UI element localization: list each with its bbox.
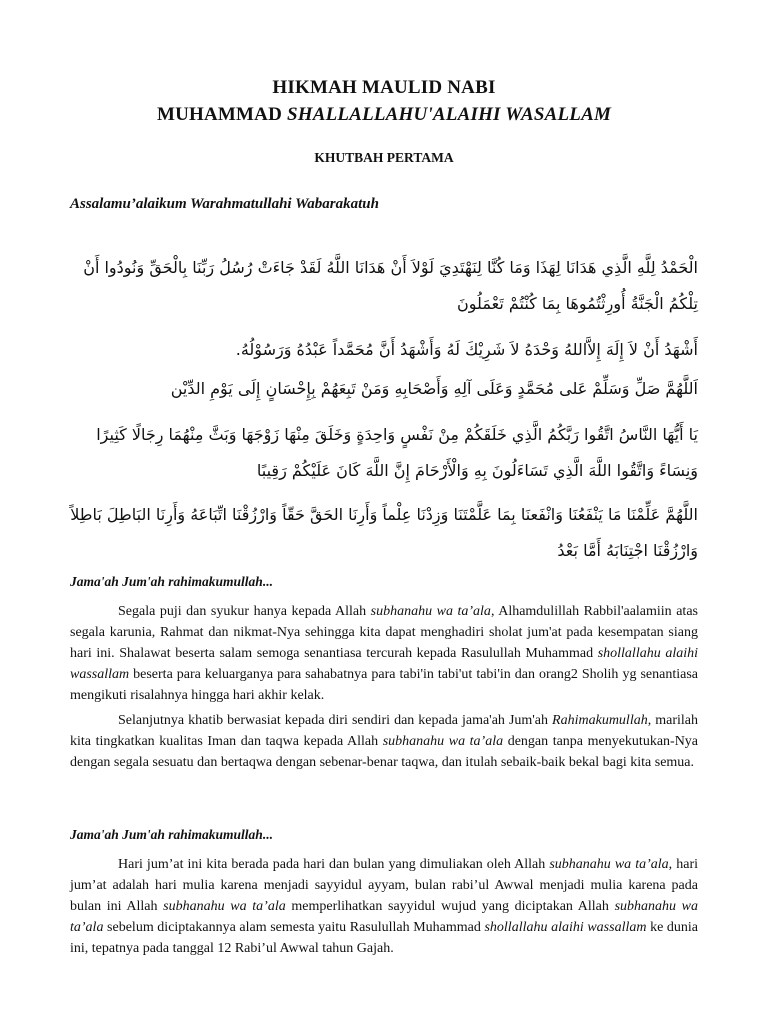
paragraph-2-text: Selanjutnya khatib berwasiat kepada diri sendiri dan kepada jama'ah Jum'ah <box>118 713 553 728</box>
arabic-verse-2: أَشْهَدُ أَنْ لاَ إِلَهَ إِلاَّاللهُ وَحْدَهُ لاَ شَرِيْكَ لَهُ وَأَشْهَدُ أَنَّ مُحَمَّداً عَبْدُهُ وَرَسُوْلُهُ. <box>235 340 698 359</box>
paragraph-1 <box>70 601 698 706</box>
paragraph-3-italic: shollallahu alaihi wassallam <box>484 920 647 935</box>
title-plain-part: MUHAMMAD <box>156 104 287 125</box>
paragraph-3-italic: subhanahu wa ta’ala <box>70 899 699 935</box>
paragraph-3-text: sebelum diciptakannya alam semesta yaitu Rasulullah Muhammad <box>103 920 485 935</box>
paragraph-3-text: Hari jum’at ini kita berada pada hari dan bulan yang dimuliakan oleh Allah <box>118 857 550 872</box>
document-title-line-1: HIKMAH MAULID NABI <box>272 77 496 98</box>
paragraph-1-italic: shollallahu alaihi wassallam <box>70 646 698 682</box>
paragraph-3-text: , hari jum’at adalah hari mulia karena menjadi sayyidul ayyam, bulan rabi’ul Awwal menjadi mulia karena pada bulan ini Allah <box>70 857 698 914</box>
arabic-verse-1: الْحَمْدُ لِلَّهِ الَّذِي هَدَانَا لِهَذَا وَمَا كُنَّا لِنَهْتَدِيَ لَوْلاَ أَنْ هَدَانَا اللَّهُ لَقَدْ جَاءَتْ رُسُلُ رَبِّنَا بِالْحَقِّ وَنُودُوا أَنْ تِلْكُمُ الْجَنَّةُ أُورِثْتُمُوهَا بِمَا كُنْتُمْ تَعْمَلُونَ <box>83 258 698 313</box>
paragraph-2-italic: Rahimakumullah <box>552 713 648 728</box>
arabic-verse-5: اللَّهُمَّ عَلِّمْنَا مَا يَنْفَعُنَا وَانْفَعنَا بِمَا عَلَّمْتَنَا وَزِدْنَا عِلْماً وَأَرِنَا الحَقَّ حَقّاً وَارْزُقْنَا اتِّبَاعَهُ وَأَرِنَا البَاطِلَ بَاطِلاً وَارْزُقْنَا اجْتِنَابَهُ أَمَّا بَعْدُ <box>70 505 698 560</box>
paragraph-3-italic: subhanahu wa ta’ala <box>163 899 286 914</box>
paragraph-2-text: , marilah kita tingkatkan kualitas Iman dan taqwa kepada Allah <box>70 713 698 749</box>
section-heading-khutbah: KHUTBAH PERTAMA <box>314 150 454 165</box>
paragraph-1-text: Segala puji dan syukur hanya kepada Allah <box>118 604 371 619</box>
arabic-verse-4: يَا أَيُّهَا النَّاسُ اتَّقُوا رَبَّكُمُ الَّذِي خَلَقَكُمْ مِنْ نَفْسٍ وَاحِدَةٍ وَخَلَقَ مِنْهَا زَوْجَهَا وَبَثَّ مِنْهُمَا رِجَالًا كَثِيرًا وَنِسَاءً وَاتَّقُوا اللَّهَ الَّذِي تَسَاءَلُونَ بِهِ وَالْأَرْحَامَ إِنَّ اللَّهَ كَانَ عَلَيْكُمْ رَقِيبًا <box>96 425 698 480</box>
paragraph-2 <box>70 710 698 773</box>
paragraph-3-text: memperlihatkan sayyidul wujud yang diciptakan Allah <box>285 899 615 914</box>
paragraph-2-italic: subhanahu wa ta’ala <box>382 734 504 749</box>
paragraph-2-text: dengan tanpa menyekutukan-Nya dengan segala sesuatu dan bertaqwa dengan sebenar-benar taqwa, dan itulah sebaik-baik bekal bagi kita semua. <box>70 734 699 770</box>
title-italic-part: SHALLALLAHU'ALAIHI WASALLAM <box>286 104 612 125</box>
greeting: Assalamu’alaikum Warahmatullahi Wabarakatuh <box>70 196 379 212</box>
paragraph-3 <box>70 854 698 959</box>
document-title-line-2 <box>0 104 768 126</box>
arabic-verse-3: اَللَّهُمَّ صَلِّ وَسَلِّمْ عَلى مُحَمَّدٍ وَعَلَى آلِهِ وَأَصْحَابِهِ وَمَنْ تَبِعَهُمْ بِإِحْسَانٍ إِلَى يَوْمِ الدِّيْن <box>170 379 698 398</box>
jamaah-heading-2: Jama'ah Jum'ah rahimakumullah... <box>70 827 273 842</box>
paragraph-1-text: beserta para keluarganya para sahabatnya para tabi'in tabi'ut tabi'in dan orang2 Sholih yg senantiasa mengikuti risalahnya hingga hari akhir kelak. <box>70 667 698 703</box>
paragraph-1-text: , Alhamdulillah Rabbil'aalamiin atas segala karunia, Rahmat dan nikmat-Nya sehingga kita dapat menghadiri sholat jum'at pada kesempatan siang hari ini. Shalawat beserta salam semoga senantiasa tercurah kepada Rasulullah Muhammad <box>70 604 698 661</box>
paragraph-3-italic: subhanahu wa ta’ala <box>549 857 669 872</box>
paragraph-3-text: ke dunia ini, tepatnya pada tanggal 12 Rabi’ul Awwal tahun Gajah. <box>70 920 698 956</box>
paragraph-1-italic: subhanahu wa ta’ala <box>370 604 491 619</box>
jamaah-heading-1: Jama'ah Jum'ah rahimakumullah... <box>70 574 273 589</box>
